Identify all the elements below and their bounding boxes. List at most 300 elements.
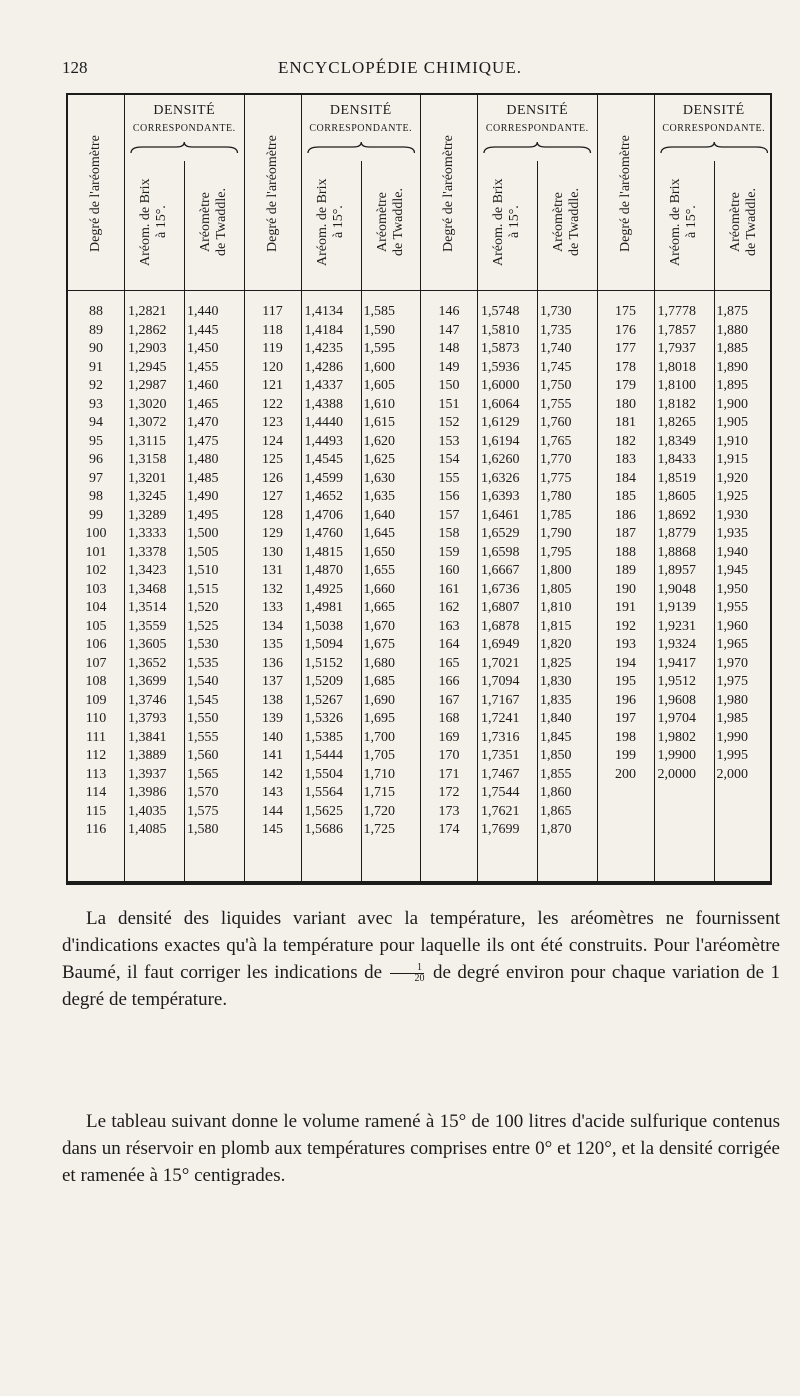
twaddle-cell: 1,490 (187, 489, 219, 504)
twaddle-cell: 1,625 (363, 452, 395, 467)
twaddle-cell: 1,480 (187, 452, 219, 467)
brix-cell: 1,2862 (128, 322, 167, 338)
brix-cell: 1,3559 (128, 618, 167, 634)
twaddle-cell: 1,680 (363, 655, 395, 671)
brix-cell: 1,2945 (128, 359, 167, 375)
brix-cell: 1,9608 (657, 692, 696, 708)
brix-cell: 1,6064 (481, 396, 520, 412)
twaddle-cell: 1,945 (716, 563, 748, 578)
degree-cell: 175 (615, 304, 636, 319)
degree-cell: 156 (438, 489, 460, 504)
brix-cell: 1,4085 (128, 822, 167, 837)
brix-cell: 1,3020 (128, 396, 167, 412)
degree-cell: 181 (615, 415, 636, 430)
twaddle-cell: 1,510 (187, 563, 219, 578)
degree-cell: 200 (615, 766, 636, 782)
brix-cell: 1,7544 (481, 785, 520, 800)
degree-cell: 155 (438, 470, 460, 486)
twaddle-cell: 1,685 (363, 674, 395, 689)
twaddle-cell: 1,645 (363, 526, 395, 541)
brix-cell: 1,6598 (481, 544, 520, 560)
twaddle-cell: 1,905 (716, 415, 748, 430)
twaddle-cell: 1,695 (363, 711, 395, 726)
brix-cell: 2,0000 (657, 766, 696, 782)
brix-cell: 1,3841 (128, 729, 167, 745)
page-number: 128 (62, 58, 88, 77)
twaddle-cell: 1,545 (187, 692, 219, 708)
twaddle-cell: 1,825 (540, 655, 572, 671)
degree-cell: 105 (85, 618, 107, 634)
degree-cell: 154 (438, 452, 460, 467)
brix-cell: 1,3378 (128, 544, 167, 560)
degree-cell: 147 (438, 322, 460, 338)
brix-cell: 1,4134 (304, 304, 343, 319)
twaddle-cell: 1,515 (187, 581, 219, 597)
twaddle-column-header: Aréomètre de Twaddle. (198, 188, 229, 256)
degree-cell: 91 (89, 359, 103, 375)
twaddle-cell: 1,500 (187, 526, 219, 541)
paragraph-text-end: de degré environ pour chaque variation de 1 degré de température. (62, 962, 780, 1010)
brix-cell: 1,5209 (304, 674, 343, 689)
brix-cell: 1,8265 (657, 415, 696, 430)
degree-cell: 99 (89, 507, 103, 523)
density-title: DENSITÉ (682, 103, 745, 118)
degree-cell: 108 (85, 674, 107, 689)
table-group-2 (245, 95, 422, 881)
degree-cell: 163 (438, 618, 460, 634)
twaddle-cell: 1,890 (716, 359, 748, 375)
brix-cell: 1,9324 (657, 637, 696, 652)
brix-cell: 1,3201 (128, 470, 167, 486)
brix-cell: 1,7167 (481, 692, 520, 708)
twaddle-cell: 1,770 (540, 452, 572, 467)
degree-cell: 191 (615, 600, 636, 615)
degree-cell: 113 (85, 766, 107, 782)
degree-cell: 132 (262, 581, 283, 597)
brix-cell: 1,4337 (304, 378, 343, 393)
degree-cell: 180 (615, 396, 636, 412)
density-title: DENSITÉ (153, 103, 216, 118)
twaddle-cell: 1,810 (540, 600, 572, 615)
twaddle-cell: 1,710 (363, 766, 395, 782)
brix-column-header: Aréom. de Brix à 15°. (314, 178, 346, 266)
degree-cell: 148 (438, 341, 460, 356)
twaddle-cell: 1,755 (540, 396, 572, 412)
degree-cell: 88 (89, 304, 103, 319)
brix-cell: 1,8692 (657, 507, 696, 523)
fraction-numerator: 1 (390, 963, 424, 974)
twaddle-cell: 1,700 (363, 729, 395, 745)
degree-cell: 138 (262, 692, 283, 708)
degree-cell: 188 (615, 544, 636, 560)
twaddle-cell: 1,785 (540, 507, 572, 523)
twaddle-cell: 1,865 (540, 803, 572, 819)
degree-cell: 157 (438, 507, 460, 523)
degree-cell: 198 (615, 729, 636, 745)
degree-cell: 183 (615, 452, 636, 467)
brix-values (305, 303, 361, 840)
degree-cell: 173 (438, 803, 460, 819)
degree-cell: 125 (262, 452, 283, 467)
density-subtitle: CORRESPONDANTE. (662, 123, 766, 134)
degree-cell: 193 (615, 637, 636, 652)
brix-cell: 1,5564 (304, 785, 343, 800)
twaddle-cell: 1,650 (363, 544, 395, 560)
degree-cell: 184 (615, 470, 636, 486)
twaddle-cell: 1,950 (716, 581, 748, 597)
brix-cell: 1,7937 (657, 341, 696, 356)
twaddle-cell: 1,855 (540, 766, 572, 782)
brix-cell: 1,5504 (304, 766, 343, 782)
paragraph-temperature-correction (62, 905, 780, 1013)
brix-cell: 1,8519 (657, 470, 696, 486)
twaddle-values (364, 303, 422, 840)
twaddle-cell: 1,960 (716, 618, 748, 634)
twaddle-cell: 1,615 (363, 415, 395, 430)
twaddle-cell: 1,590 (363, 322, 395, 338)
degree-cell: 90 (89, 341, 103, 356)
degree-column-header: Degré de l'aréomètre (88, 135, 103, 253)
brix-cell: 1,9417 (657, 655, 696, 671)
brix-column-header: Aréom. de Brix à 15°. (491, 178, 522, 266)
brix-cell: 1,7316 (481, 729, 520, 745)
brix-cell: 1,3115 (128, 433, 166, 449)
twaddle-cell: 1,620 (363, 433, 395, 449)
twaddle-cell: 1,595 (363, 341, 395, 356)
twaddle-cell: 1,750 (540, 378, 572, 393)
twaddle-cell: 1,445 (187, 322, 219, 338)
brix-cell: 1,9900 (657, 748, 696, 763)
twaddle-cell: 1,570 (187, 785, 219, 800)
brix-cell: 1,8868 (657, 544, 696, 560)
twaddle-cell: 1,840 (540, 711, 572, 726)
twaddle-cell: 1,470 (187, 415, 219, 430)
brix-cell: 1,9139 (657, 600, 696, 615)
paragraph-text: La densité des liquides variant avec la température, les aréomètres ne fournissent d'indications exactes qu'à la température pour laquelle ils ont été construits. Pour l'aréomètre Baumé, il faut corriger les indications de (62, 908, 780, 983)
degree-cell: 179 (615, 378, 636, 393)
brix-cell: 1,6736 (481, 581, 520, 597)
degree-cell: 187 (615, 526, 636, 541)
brix-cell: 1,7699 (481, 822, 520, 837)
degree-cell: 144 (262, 803, 283, 819)
brix-cell: 1,3423 (128, 563, 167, 578)
twaddle-cell: 1,920 (716, 470, 748, 486)
brix-column-header: Aréom. de Brix à 15°. (667, 178, 699, 266)
brix-cell: 1,5686 (304, 822, 343, 837)
brix-cell: 1,7241 (481, 711, 520, 726)
twaddle-cell: 1,550 (187, 711, 219, 726)
degree-cell: 172 (438, 785, 460, 800)
twaddle-cell: 1,845 (540, 729, 572, 745)
twaddle-column-header: Aréomètre de Twaddle. (374, 188, 406, 256)
degree-cell: 195 (615, 674, 636, 689)
degree-cell: 97 (89, 470, 103, 486)
twaddle-cell: 1,775 (540, 470, 572, 486)
brix-cell: 1,6194 (481, 433, 520, 449)
degree-cell: 164 (438, 637, 460, 652)
degree-cell: 197 (615, 711, 636, 726)
degree-column-rule (477, 95, 478, 881)
density-title: DENSITÉ (329, 103, 392, 118)
brix-cell: 1,4760 (304, 526, 343, 541)
twaddle-cell: 1,975 (716, 674, 748, 689)
degree-column-header: Degré de l'aréomètre (264, 135, 280, 253)
density-table (66, 93, 772, 885)
twaddle-cell: 1,760 (540, 415, 572, 430)
brix-cell: 1,4493 (304, 433, 343, 449)
brix-cell: 1,4235 (304, 341, 343, 356)
degree-cell: 129 (262, 526, 283, 541)
brix-cell: 1,6529 (481, 526, 520, 541)
brix-cell: 1,9802 (657, 729, 696, 745)
brix-cell: 1,8779 (657, 526, 696, 541)
degree-cell: 127 (262, 489, 283, 504)
brix-cell: 1,6393 (481, 489, 520, 504)
degree-cell: 106 (85, 637, 107, 652)
twaddle-cell: 1,735 (540, 322, 572, 338)
degree-cell: 100 (85, 526, 107, 541)
degree-cell: 150 (438, 378, 460, 393)
twaddle-column-header: Aréomètre de Twaddle. (551, 188, 582, 256)
twaddle-cell: 1,875 (716, 304, 748, 319)
twaddle-values (540, 303, 598, 840)
degree-cell: 168 (438, 711, 460, 726)
brix-cell: 1,3245 (128, 489, 167, 504)
density-title: DENSITÉ (506, 103, 569, 118)
degree-cell: 112 (85, 748, 107, 763)
twaddle-cell: 1,655 (363, 563, 395, 578)
degree-cell: 176 (615, 322, 636, 338)
brix-cell: 1,5810 (481, 322, 520, 338)
brix-cell: 1,6878 (481, 618, 520, 634)
degree-cell: 162 (438, 600, 460, 615)
density-subtitle: CORRESPONDANTE. (132, 123, 236, 134)
twaddle-cell: 1,955 (716, 600, 748, 615)
brix-cell: 1,6667 (481, 563, 520, 578)
degree-cell: 116 (85, 822, 107, 837)
brix-cell: 1,2821 (128, 304, 167, 319)
degree-cell: 89 (89, 322, 103, 338)
brix-cell: 1,4184 (304, 322, 343, 338)
twaddle-cell: 1,665 (363, 600, 395, 615)
degree-cell: 186 (615, 507, 636, 523)
degree-cell: 185 (615, 489, 636, 504)
twaddle-values (717, 303, 775, 784)
twaddle-cell: 1,910 (716, 433, 748, 449)
brix-cell: 1,6000 (481, 378, 520, 393)
twaddle-cell: 1,575 (187, 803, 219, 819)
degree-cell: 114 (85, 785, 107, 800)
brix-cell: 1,3158 (128, 452, 167, 467)
brix-cell: 1,5748 (481, 304, 520, 319)
twaddle-cell: 1,605 (363, 378, 395, 393)
twaddle-column-header: Aréomètre de Twaddle. (727, 188, 759, 256)
brix-cell: 1,4870 (304, 563, 343, 578)
brix-cell: 1,8018 (657, 359, 696, 375)
brix-cell: 1,5326 (304, 711, 343, 726)
brix-cell: 1,9704 (657, 711, 696, 726)
brix-cell: 1,5038 (304, 618, 343, 634)
brix-cell: 1,3986 (128, 785, 167, 800)
twaddle-cell: 1,830 (540, 674, 572, 689)
degree-values (245, 303, 301, 840)
twaddle-cell: 1,800 (540, 563, 572, 578)
degree-cell: 134 (262, 618, 283, 634)
brix-cell: 1,5152 (304, 655, 343, 671)
brix-column-rule (361, 161, 362, 881)
twaddle-cell: 1,725 (363, 822, 395, 837)
degree-cell: 153 (438, 433, 460, 449)
degree-cell: 160 (438, 563, 460, 578)
brix-cell: 1,7021 (481, 655, 520, 671)
table-group-1 (68, 95, 245, 881)
twaddle-cell: 1,640 (363, 507, 395, 523)
twaddle-cell: 1,850 (540, 748, 572, 763)
twaddle-cell: 1,980 (716, 692, 748, 708)
degree-cell: 177 (615, 341, 636, 356)
degree-cell: 131 (262, 563, 283, 578)
brace-stroke (131, 142, 238, 153)
degree-cell: 165 (438, 655, 460, 671)
brix-cell: 1,4925 (304, 581, 343, 597)
degree-cell: 102 (85, 563, 107, 578)
brix-cell: 1,8349 (657, 433, 696, 449)
degree-column-rule (124, 95, 125, 881)
twaddle-cell: 1,870 (540, 822, 572, 837)
degree-cell: 133 (262, 600, 283, 615)
twaddle-cell: 1,635 (363, 489, 395, 504)
degree-cell: 103 (85, 581, 107, 597)
twaddle-cell: 1,465 (187, 396, 219, 412)
twaddle-cell: 1,715 (363, 785, 395, 800)
degree-cell: 115 (85, 803, 107, 819)
degree-cell: 151 (438, 396, 460, 412)
twaddle-cell: 2,000 (716, 766, 748, 782)
degree-cell: 117 (262, 304, 283, 319)
degree-cell: 199 (615, 748, 636, 763)
brix-cell: 1,4545 (304, 452, 343, 467)
brix-cell: 1,3605 (128, 637, 167, 652)
degree-cell: 121 (262, 378, 283, 393)
degree-cell: 158 (438, 526, 460, 541)
twaddle-cell: 1,530 (187, 637, 219, 652)
brix-cell: 1,6326 (481, 470, 520, 486)
brix-cell: 1,7778 (657, 304, 696, 319)
degree-cell: 178 (615, 359, 636, 375)
degree-cell: 192 (615, 618, 636, 634)
degree-cell: 136 (262, 655, 283, 671)
brix-cell: 1,5936 (481, 359, 520, 375)
twaddle-cell: 1,990 (716, 729, 748, 745)
degree-cell: 104 (85, 600, 107, 615)
brix-column-header: Aréom. de Brix à 15°. (138, 178, 169, 266)
degree-cell: 166 (438, 674, 460, 689)
density-subtitle: CORRESPONDANTE. (309, 123, 413, 134)
brix-cell: 1,7621 (481, 803, 520, 819)
degree-cell: 92 (89, 378, 103, 393)
twaddle-cell: 1,565 (187, 766, 219, 782)
twaddle-cell: 1,965 (716, 637, 748, 652)
twaddle-cell: 1,670 (363, 618, 395, 634)
twaddle-cell: 1,860 (540, 785, 572, 800)
twaddle-cell: 1,505 (187, 544, 219, 560)
twaddle-cell: 1,940 (716, 544, 748, 560)
twaddle-cell: 1,885 (716, 341, 748, 356)
brix-cell: 1,4035 (128, 803, 167, 819)
degree-cell: 109 (85, 692, 107, 708)
degree-cell: 130 (262, 544, 283, 560)
twaddle-cell: 1,690 (363, 692, 395, 708)
degree-cell: 161 (438, 581, 460, 597)
brix-values (658, 303, 714, 784)
twaddle-cell: 1,475 (187, 433, 219, 449)
brace-stroke (661, 142, 768, 153)
degree-cell: 167 (438, 692, 460, 708)
twaddle-cell: 1,930 (716, 507, 748, 523)
degree-cell: 110 (85, 711, 107, 726)
paragraph-next-table-intro: Le tableau suivant donne le volume ramené à 15° de 100 litres d'acide sulfurique contenus dans un réservoir en plomb aux températures comprises entre 0° et 120°, et la densité corrigée et ramenée à 15° centigrades. (62, 1111, 780, 1186)
degree-cell: 98 (89, 489, 103, 504)
brace-icon (307, 141, 416, 155)
brix-cell: 1,9512 (657, 674, 696, 689)
degree-values (68, 303, 124, 840)
degree-cell: 174 (438, 822, 460, 837)
degree-cell: 111 (86, 729, 106, 745)
twaddle-cell: 1,780 (540, 489, 572, 504)
twaddle-cell: 1,745 (540, 359, 572, 375)
brace-icon (660, 141, 769, 155)
brix-values (128, 303, 184, 840)
brix-cell: 1,5385 (304, 729, 343, 745)
degree-cell: 93 (89, 396, 103, 412)
brix-cell: 1,8100 (657, 378, 696, 393)
twaddle-values (187, 303, 245, 840)
twaddle-cell: 1,805 (540, 581, 572, 597)
degree-cell: 143 (262, 785, 283, 800)
twaddle-cell: 1,520 (187, 600, 219, 615)
brix-column-rule (714, 161, 715, 881)
brix-cell: 1,7857 (657, 322, 696, 338)
brix-cell: 1,7351 (481, 748, 520, 763)
brix-cell: 1,4981 (304, 600, 343, 615)
brix-cell: 1,8433 (657, 452, 696, 467)
twaddle-cell: 1,540 (187, 674, 219, 689)
twaddle-cell: 1,985 (716, 711, 748, 726)
degree-column-rule (654, 95, 655, 881)
twaddle-cell: 1,820 (540, 637, 572, 652)
degree-cell: 101 (85, 544, 107, 560)
degree-cell: 194 (615, 655, 636, 671)
brix-cell: 1,5873 (481, 341, 520, 356)
degree-cell: 149 (438, 359, 460, 375)
degree-cell: 171 (438, 766, 460, 782)
twaddle-cell: 1,485 (187, 470, 219, 486)
brace-icon (483, 141, 592, 155)
twaddle-cell: 1,895 (716, 378, 748, 393)
degree-cell: 190 (615, 581, 636, 597)
brix-cell: 1,7467 (481, 766, 520, 782)
brix-cell: 1,3652 (128, 655, 167, 671)
brix-column-rule (537, 161, 538, 881)
degree-cell: 145 (262, 822, 283, 837)
degree-cell: 159 (438, 544, 460, 560)
twaddle-cell: 1,630 (363, 470, 395, 486)
twaddle-cell: 1,720 (363, 803, 395, 819)
twaddle-cell: 1,525 (187, 618, 219, 634)
degree-cell: 189 (615, 563, 636, 578)
twaddle-cell: 1,660 (363, 581, 395, 597)
brix-cell: 1,3937 (128, 766, 167, 782)
